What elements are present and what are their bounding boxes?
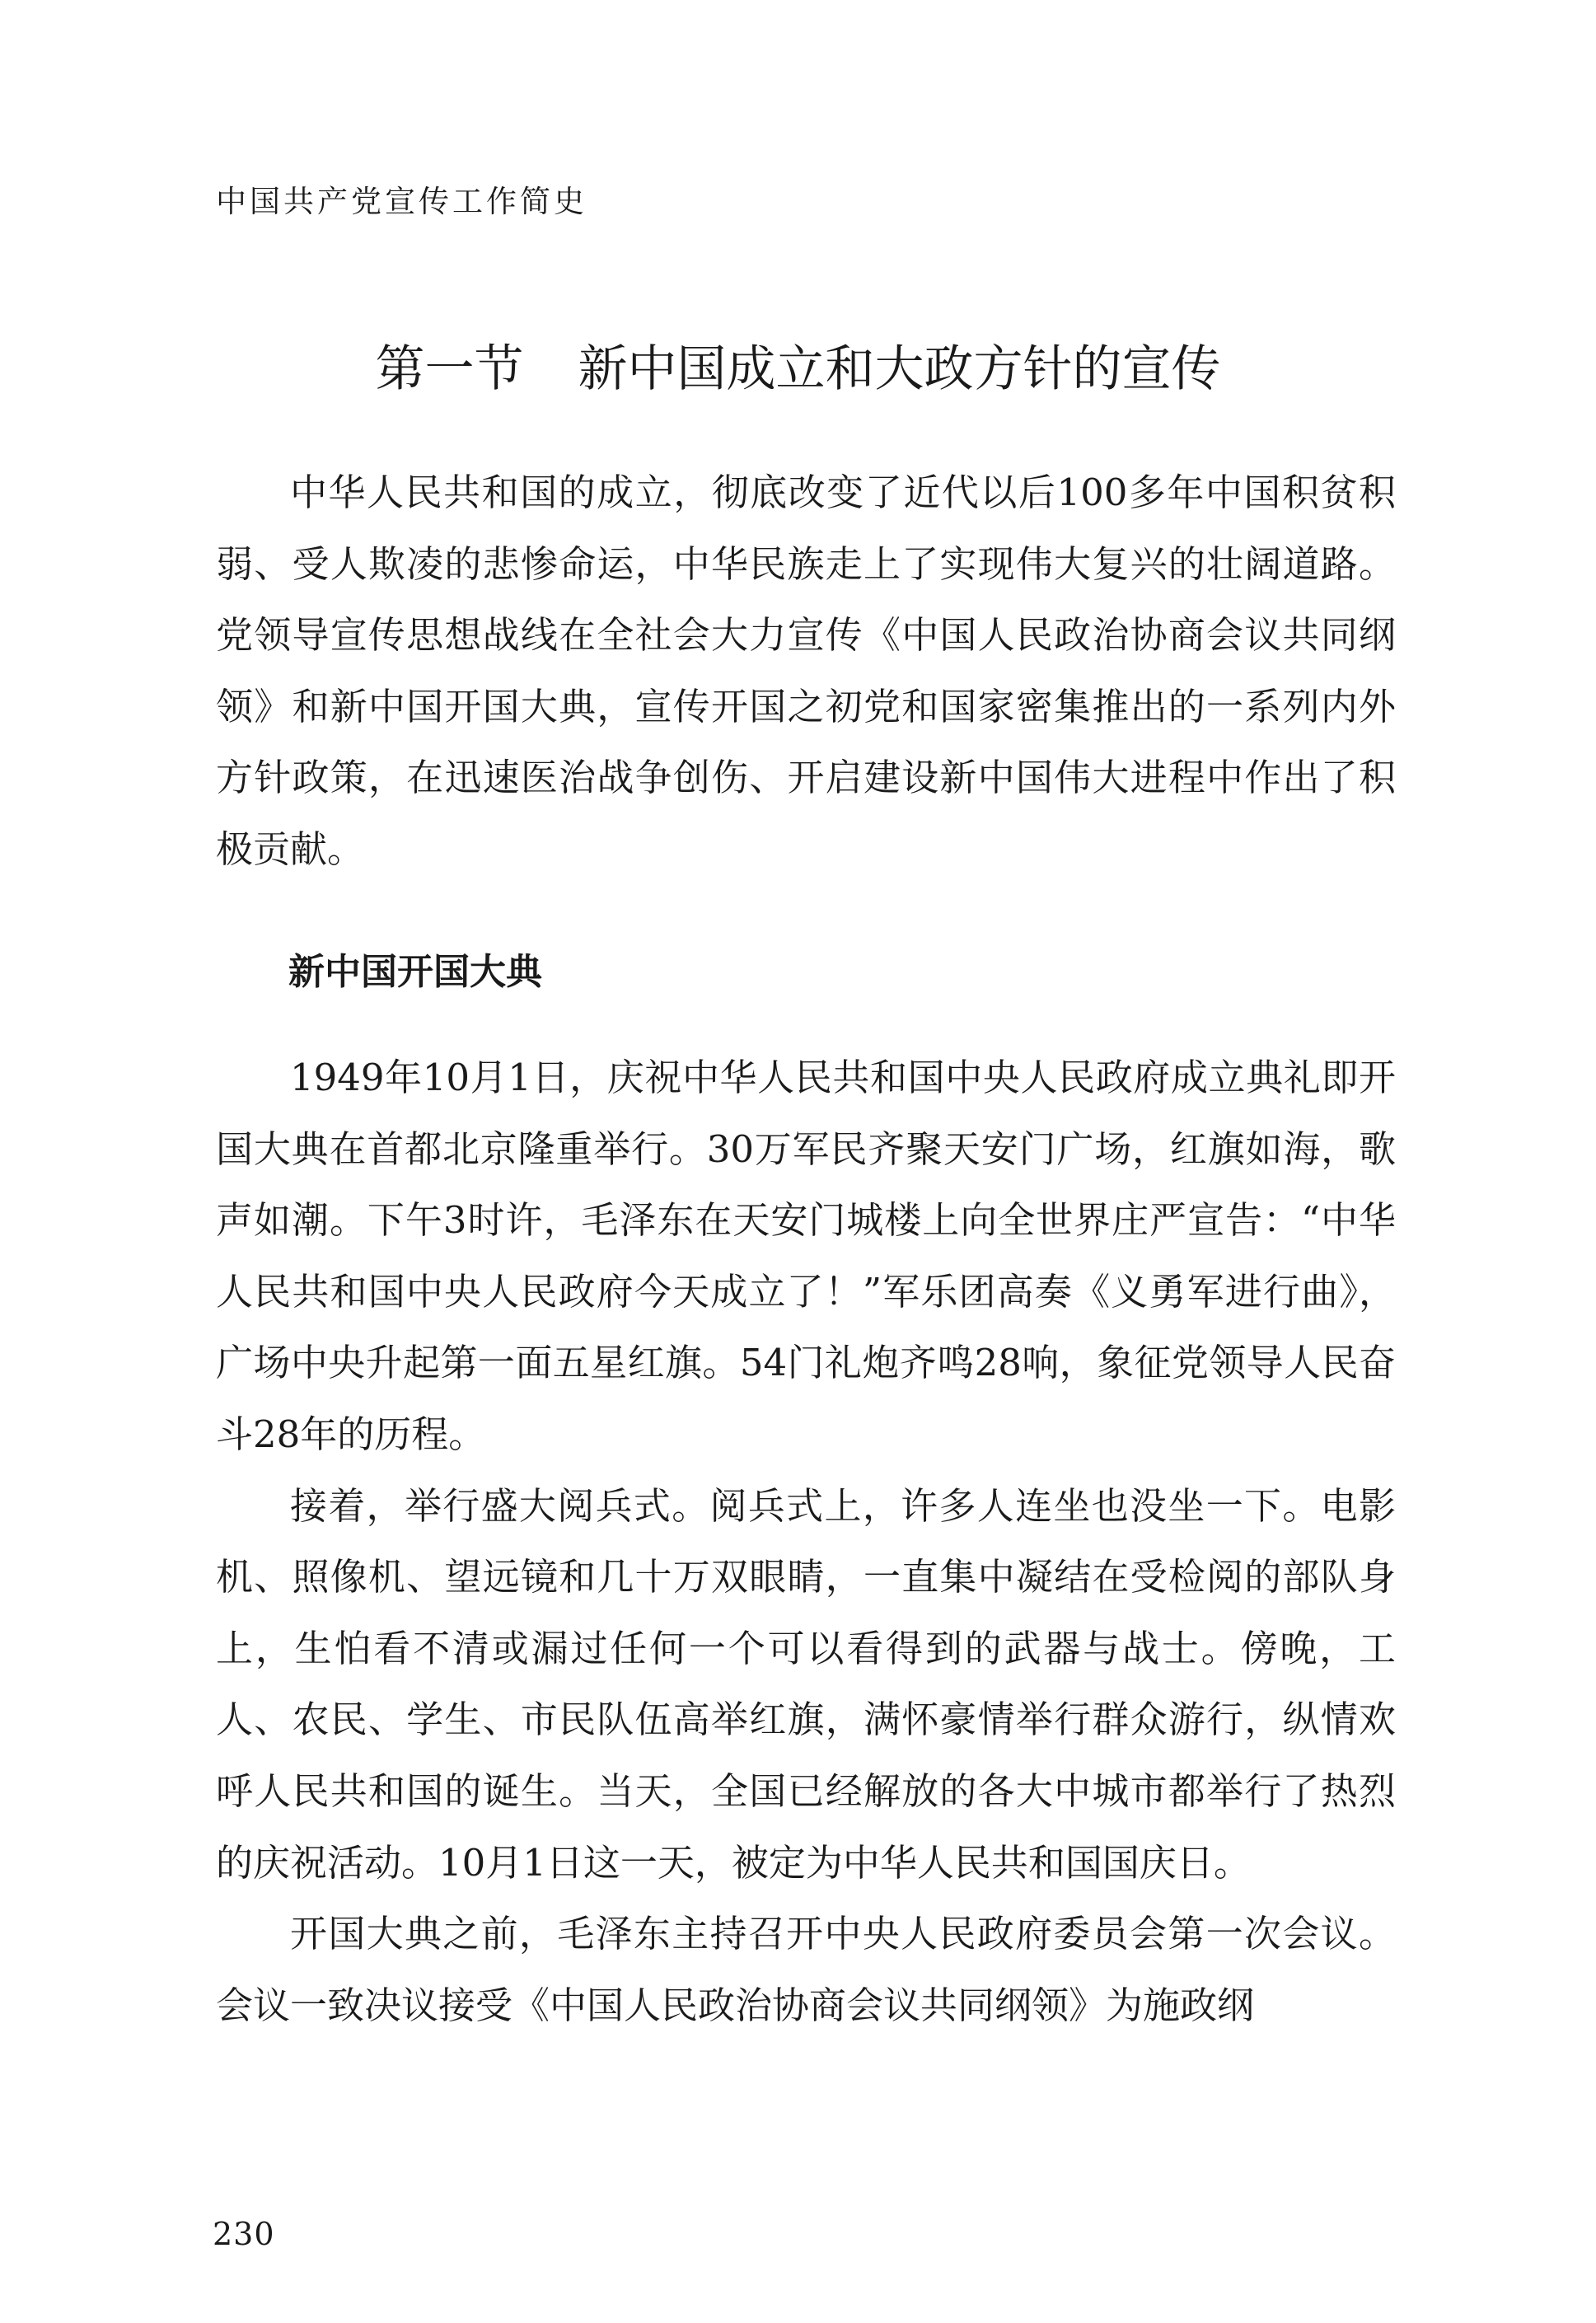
- subsection-title: 新中国开国大典: [288, 951, 542, 993]
- intro-block: [216, 457, 1396, 886]
- running-head: 中国共产党宣传工作简史: [216, 184, 587, 219]
- body-paragraph: 1949年10月1日，庆祝中华人民共和国中央人民政府成立典礼即开国大典在首都北京隆重举行。30万军民齐聚天安门广场，红旗如海，歌声如潮。下午3时许，毛泽东在天安门城楼上向全世界庄严宣告：“中华人民共和国中央人民政府今天成立了！”军乐团高奏《义勇军进行曲》，广场中央升起第一面五星红旗。54门礼炮齐鸣28响，象征党领导人民奋斗28年的历程。: [216, 1056, 1396, 1456]
- section-heading: [0, 340, 1596, 398]
- intro-paragraph: 中华人民共和国的成立，彻底改变了近代以后100多年中国积贫积弱、受人欺凌的悲惨命运，中华民族走上了实现伟大复兴的壮阔道路。党领导宣传思想战线在全社会大力宣传《中国人民政治协商会议共同纲领》和新中国开国大典，宣传开国之初党和国家密集推出的一系列内外方针政策，在迅速医治战争创伤、开启建设新中国伟大进程中作出了积极贡献。: [216, 471, 1396, 871]
- page-number: 230: [213, 2216, 275, 2252]
- section-number: 第一节: [375, 340, 524, 398]
- section-title: 新中国成立和大政方针的宣传: [578, 340, 1221, 398]
- body-paragraph: 开国大典之前，毛泽东主持召开中央人民政府委员会第一次会议。会议一致决议接受《中国人民政治协商会议共同纲领》为施政纲: [216, 1912, 1396, 2027]
- body-paragraph: 接着，举行盛大阅兵式。阅兵式上，许多人连坐也没坐一下。电影机、照像机、望远镜和几十万双眼睛，一直集中凝结在受检阅的部队身上，生怕看不清或漏过任何一个可以看得到的武器与战士。傍晚，工人、农民、学生、市民队伍高举红旗，满怀豪情举行群众游行，纵情欢呼人民共和国的诞生。当天，全国已经解放的各大中城市都举行了热烈的庆祝活动。10月1日这一天，被定为中华人民共和国国庆日。: [216, 1483, 1396, 1885]
- body-text: [216, 1042, 1396, 2041]
